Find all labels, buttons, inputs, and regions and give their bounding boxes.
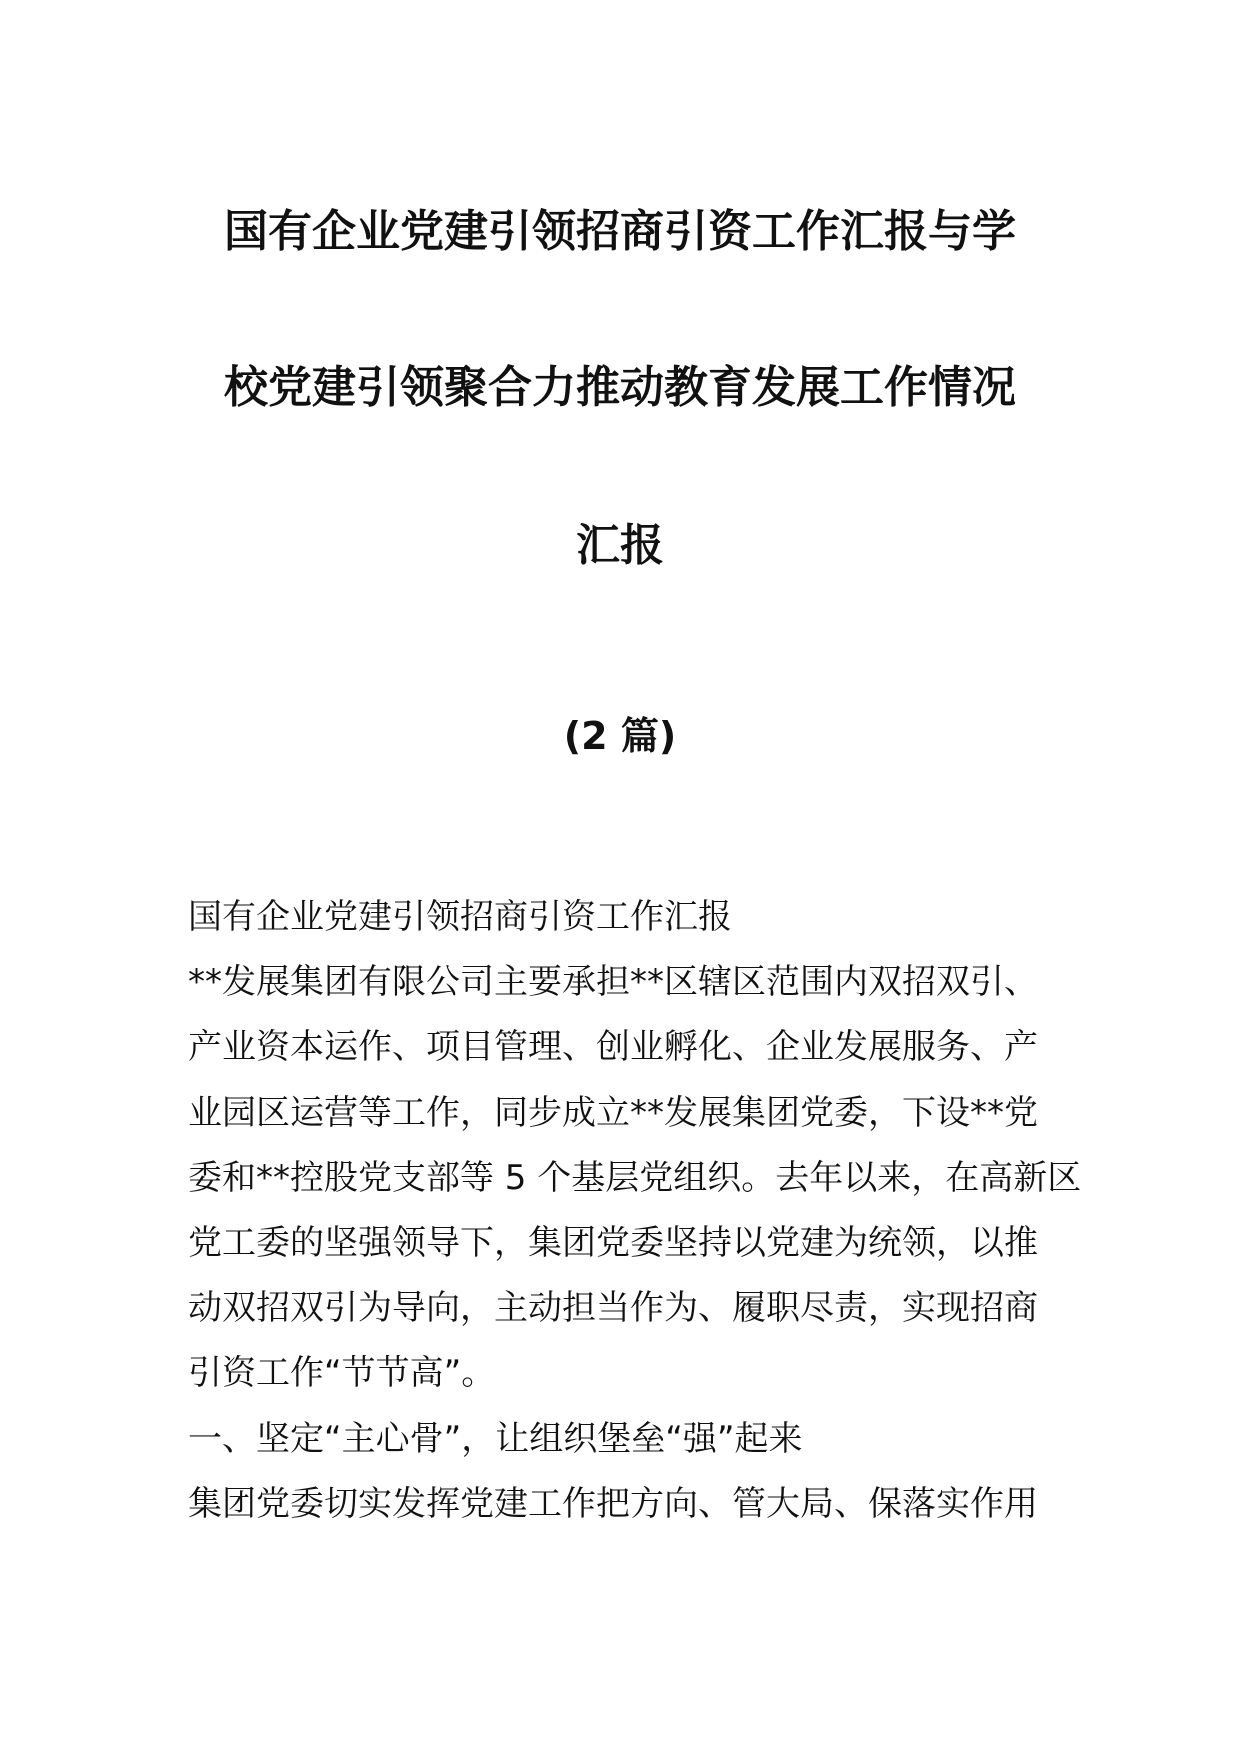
body-text-line: 业园区运营等工作，同步成立**发展集团党委，下设**党 (188, 1092, 1038, 1133)
body-text-line: **发展集团有限公司主要承担**区辖区范围内双招双引、 (188, 962, 1038, 1003)
body-text-line: 党工委的坚强领导下，集团党委坚持以党建为统领，以推 (188, 1222, 1038, 1263)
body-text-line: 集团党委切实发挥党建工作把方向、管大局、保落实作用 (188, 1483, 1038, 1524)
section-heading-1: 一、坚定“主心骨”，让组织堡垒“强”起来 (188, 1418, 803, 1459)
body-text-line: 动双招双引为导向，主动担当作为、履职尽责，实现招商 (188, 1288, 1038, 1329)
document-title-line-2: 校党建引领聚合力推动教育发展工作情况 (224, 362, 1016, 413)
document-title-line-3: 汇报 (576, 520, 664, 571)
document-body (188, 885, 1082, 1537)
body-text-line: 引资工作“节节高”。 (188, 1353, 496, 1394)
body-text-line: 产业资本运作、项目管理、创业孵化、企业发展服务、产 (188, 1027, 1038, 1068)
body-text-line: 委和**控股党支部等 5 个基层党组织。去年以来，在高新区 (188, 1157, 1082, 1198)
document-title-line-1: 国有企业党建引领招商引资工作汇报与学 (224, 206, 1016, 257)
document-subtitle: (2 篇) (563, 714, 677, 758)
section-heading-article-title: 国有企业党建引领招商引资工作汇报 (188, 897, 732, 937)
